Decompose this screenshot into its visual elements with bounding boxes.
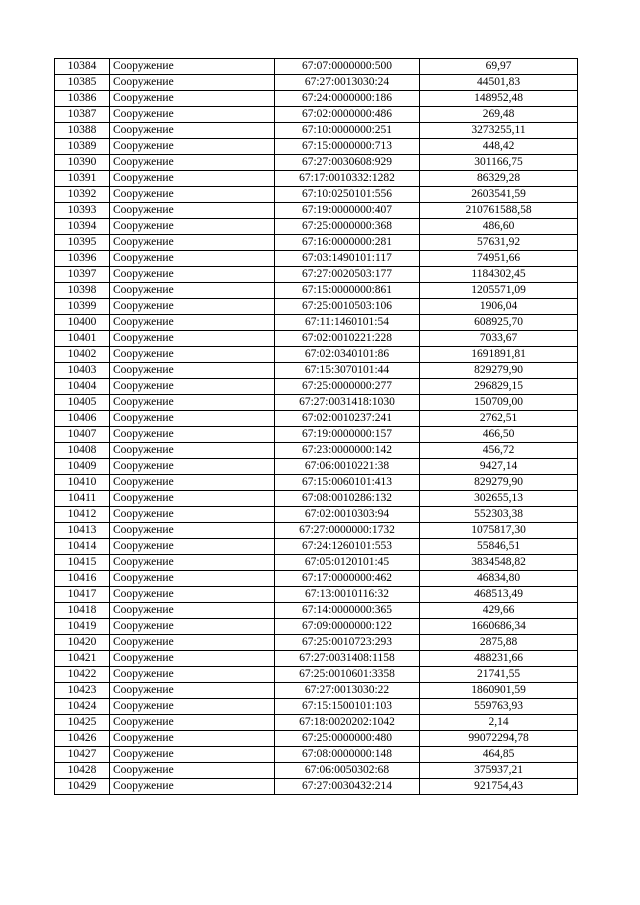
value-cell: 1205571,09 <box>420 283 578 299</box>
value-cell: 302655,13 <box>420 491 578 507</box>
row-number-cell: 10392 <box>55 187 110 203</box>
row-number-cell: 10421 <box>55 651 110 667</box>
row-number-cell: 10418 <box>55 603 110 619</box>
object-type-cell: Сооружение <box>110 107 275 123</box>
value-cell: 150709,00 <box>420 395 578 411</box>
value-cell: 99072294,78 <box>420 731 578 747</box>
row-number-cell: 10407 <box>55 427 110 443</box>
value-cell: 1075817,30 <box>420 523 578 539</box>
cadastral-number-cell: 67:13:0010116:32 <box>275 587 420 603</box>
table-row <box>55 603 578 619</box>
row-number-cell: 10390 <box>55 155 110 171</box>
table-row <box>55 235 578 251</box>
cadastral-number-cell: 67:27:0030608:929 <box>275 155 420 171</box>
row-number-cell: 10417 <box>55 587 110 603</box>
object-type-cell: Сооружение <box>110 75 275 91</box>
object-type-cell: Сооружение <box>110 651 275 667</box>
table-row <box>55 587 578 603</box>
table-row <box>55 459 578 475</box>
table-row <box>55 363 578 379</box>
cadastral-number-cell: 67:15:0060101:413 <box>275 475 420 491</box>
row-number-cell: 10424 <box>55 699 110 715</box>
object-type-cell: Сооружение <box>110 779 275 795</box>
value-cell: 429,66 <box>420 603 578 619</box>
cadastral-number-cell: 67:19:0000000:157 <box>275 427 420 443</box>
value-cell: 921754,43 <box>420 779 578 795</box>
object-type-cell: Сооружение <box>110 411 275 427</box>
row-number-cell: 10403 <box>55 363 110 379</box>
cadastral-number-cell: 67:02:0010221:228 <box>275 331 420 347</box>
value-cell: 1660686,34 <box>420 619 578 635</box>
table-row <box>55 635 578 651</box>
cadastral-number-cell: 67:09:0000000:122 <box>275 619 420 635</box>
value-cell: 1184302,45 <box>420 267 578 283</box>
table-row <box>55 475 578 491</box>
value-cell: 608925,70 <box>420 315 578 331</box>
value-cell: 488231,66 <box>420 651 578 667</box>
row-number-cell: 10400 <box>55 315 110 331</box>
table-row <box>55 523 578 539</box>
value-cell: 44501,83 <box>420 75 578 91</box>
cadastral-number-cell: 67:06:0050302:68 <box>275 763 420 779</box>
table-row <box>55 555 578 571</box>
row-number-cell: 10406 <box>55 411 110 427</box>
row-number-cell: 10402 <box>55 347 110 363</box>
table-row <box>55 731 578 747</box>
object-type-cell: Сооружение <box>110 443 275 459</box>
cadastral-number-cell: 67:07:0000000:500 <box>275 59 420 75</box>
object-type-cell: Сооружение <box>110 539 275 555</box>
row-number-cell: 10404 <box>55 379 110 395</box>
row-number-cell: 10422 <box>55 667 110 683</box>
table-row <box>55 299 578 315</box>
cadastral-number-cell: 67:05:0120101:45 <box>275 555 420 571</box>
object-type-cell: Сооружение <box>110 91 275 107</box>
row-number-cell: 10394 <box>55 219 110 235</box>
row-number-cell: 10419 <box>55 619 110 635</box>
cadastral-number-cell: 67:27:0030432:214 <box>275 779 420 795</box>
object-type-cell: Сооружение <box>110 331 275 347</box>
cadastral-number-cell: 67:10:0000000:251 <box>275 123 420 139</box>
object-type-cell: Сооружение <box>110 363 275 379</box>
row-number-cell: 10426 <box>55 731 110 747</box>
row-number-cell: 10425 <box>55 715 110 731</box>
cadastral-number-cell: 67:15:0000000:713 <box>275 139 420 155</box>
object-type-cell: Сооружение <box>110 315 275 331</box>
table-row <box>55 347 578 363</box>
table-row <box>55 747 578 763</box>
value-cell: 148952,48 <box>420 91 578 107</box>
cadastral-number-cell: 67:25:0000000:368 <box>275 219 420 235</box>
object-type-cell: Сооружение <box>110 187 275 203</box>
row-number-cell: 10408 <box>55 443 110 459</box>
value-cell: 466,50 <box>420 427 578 443</box>
value-cell: 456,72 <box>420 443 578 459</box>
table-row <box>55 59 578 75</box>
table-row <box>55 763 578 779</box>
table-row <box>55 379 578 395</box>
table-row <box>55 507 578 523</box>
row-number-cell: 10401 <box>55 331 110 347</box>
cadastral-number-cell: 67:27:0013030:22 <box>275 683 420 699</box>
table-row <box>55 91 578 107</box>
object-type-cell: Сооружение <box>110 635 275 651</box>
value-cell: 2,14 <box>420 715 578 731</box>
value-cell: 2875,88 <box>420 635 578 651</box>
cadastral-number-cell: 67:10:0250101:556 <box>275 187 420 203</box>
row-number-cell: 10405 <box>55 395 110 411</box>
table-row <box>55 779 578 795</box>
value-cell: 3273255,11 <box>420 123 578 139</box>
value-cell: 464,85 <box>420 747 578 763</box>
object-type-cell: Сооружение <box>110 587 275 603</box>
object-type-cell: Сооружение <box>110 59 275 75</box>
table-row <box>55 203 578 219</box>
row-number-cell: 10395 <box>55 235 110 251</box>
object-type-cell: Сооружение <box>110 619 275 635</box>
object-type-cell: Сооружение <box>110 283 275 299</box>
object-type-cell: Сооружение <box>110 699 275 715</box>
value-cell: 269,48 <box>420 107 578 123</box>
value-cell: 3834548,82 <box>420 555 578 571</box>
table-row <box>55 171 578 187</box>
value-cell: 7033,67 <box>420 331 578 347</box>
cadastral-number-cell: 67:16:0000000:281 <box>275 235 420 251</box>
cadastral-number-cell: 67:24:0000000:186 <box>275 91 420 107</box>
object-type-cell: Сооружение <box>110 123 275 139</box>
table-row <box>55 219 578 235</box>
cadastral-number-cell: 67:02:0000000:486 <box>275 107 420 123</box>
cadastral-number-cell: 67:27:0000000:1732 <box>275 523 420 539</box>
cadastral-number-cell: 67:27:0031408:1158 <box>275 651 420 667</box>
row-number-cell: 10396 <box>55 251 110 267</box>
object-type-cell: Сооружение <box>110 347 275 363</box>
table-row <box>55 411 578 427</box>
row-number-cell: 10411 <box>55 491 110 507</box>
row-number-cell: 10427 <box>55 747 110 763</box>
cadastral-number-cell: 67:15:0000000:861 <box>275 283 420 299</box>
table-row <box>55 107 578 123</box>
value-cell: 74951,66 <box>420 251 578 267</box>
object-type-cell: Сооружение <box>110 603 275 619</box>
cadastral-number-cell: 67:27:0013030:24 <box>275 75 420 91</box>
cadastral-number-cell: 67:11:1460101:54 <box>275 315 420 331</box>
value-cell: 375937,21 <box>420 763 578 779</box>
value-cell: 448,42 <box>420 139 578 155</box>
table-row <box>55 683 578 699</box>
table-row <box>55 619 578 635</box>
row-number-cell: 10413 <box>55 523 110 539</box>
row-number-cell: 10428 <box>55 763 110 779</box>
object-type-cell: Сооружение <box>110 667 275 683</box>
cadastral-number-cell: 67:14:0000000:365 <box>275 603 420 619</box>
value-cell: 86329,28 <box>420 171 578 187</box>
cadastral-number-cell: 67:06:0010221:38 <box>275 459 420 475</box>
row-number-cell: 10412 <box>55 507 110 523</box>
row-number-cell: 10389 <box>55 139 110 155</box>
value-cell: 829279,90 <box>420 475 578 491</box>
row-number-cell: 10388 <box>55 123 110 139</box>
cadastral-number-cell: 67:25:0010723:293 <box>275 635 420 651</box>
cadastral-number-cell: 67:19:0000000:407 <box>275 203 420 219</box>
object-type-cell: Сооружение <box>110 299 275 315</box>
table-row <box>55 539 578 555</box>
object-type-cell: Сооружение <box>110 459 275 475</box>
cadastral-number-cell: 67:03:1490101:117 <box>275 251 420 267</box>
object-type-cell: Сооружение <box>110 203 275 219</box>
object-type-cell: Сооружение <box>110 571 275 587</box>
row-number-cell: 10393 <box>55 203 110 219</box>
object-type-cell: Сооружение <box>110 475 275 491</box>
cadastral-number-cell: 67:08:0000000:148 <box>275 747 420 763</box>
row-number-cell: 10391 <box>55 171 110 187</box>
table-row <box>55 139 578 155</box>
object-type-cell: Сооружение <box>110 763 275 779</box>
value-cell: 301166,75 <box>420 155 578 171</box>
value-cell: 486,60 <box>420 219 578 235</box>
table-row <box>55 251 578 267</box>
value-cell: 2762,51 <box>420 411 578 427</box>
table-row <box>55 283 578 299</box>
object-type-cell: Сооружение <box>110 155 275 171</box>
registry-table-body <box>55 59 578 795</box>
table-row <box>55 75 578 91</box>
table-row <box>55 491 578 507</box>
value-cell: 552303,38 <box>420 507 578 523</box>
value-cell: 57631,92 <box>420 235 578 251</box>
value-cell: 829279,90 <box>420 363 578 379</box>
value-cell: 46834,80 <box>420 571 578 587</box>
cadastral-number-cell: 67:08:0010286:132 <box>275 491 420 507</box>
row-number-cell: 10420 <box>55 635 110 651</box>
row-number-cell: 10387 <box>55 107 110 123</box>
table-row <box>55 715 578 731</box>
object-type-cell: Сооружение <box>110 219 275 235</box>
table-row <box>55 667 578 683</box>
row-number-cell: 10416 <box>55 571 110 587</box>
table-row <box>55 699 578 715</box>
value-cell: 468513,49 <box>420 587 578 603</box>
table-row <box>55 427 578 443</box>
table-row <box>55 267 578 283</box>
value-cell: 1860901,59 <box>420 683 578 699</box>
table-row <box>55 651 578 667</box>
value-cell: 55846,51 <box>420 539 578 555</box>
cadastral-number-cell: 67:27:0020503:177 <box>275 267 420 283</box>
cadastral-number-cell: 67:15:3070101:44 <box>275 363 420 379</box>
table-row <box>55 443 578 459</box>
row-number-cell: 10429 <box>55 779 110 795</box>
object-type-cell: Сооружение <box>110 731 275 747</box>
row-number-cell: 10409 <box>55 459 110 475</box>
value-cell: 9427,14 <box>420 459 578 475</box>
object-type-cell: Сооружение <box>110 139 275 155</box>
cadastral-number-cell: 67:18:0020202:1042 <box>275 715 420 731</box>
object-type-cell: Сооружение <box>110 379 275 395</box>
object-type-cell: Сооружение <box>110 427 275 443</box>
value-cell: 559763,93 <box>420 699 578 715</box>
object-type-cell: Сооружение <box>110 523 275 539</box>
object-type-cell: Сооружение <box>110 395 275 411</box>
cadastral-number-cell: 67:15:1500101:103 <box>275 699 420 715</box>
value-cell: 1906,04 <box>420 299 578 315</box>
row-number-cell: 10386 <box>55 91 110 107</box>
cadastral-number-cell: 67:25:0000000:480 <box>275 731 420 747</box>
object-type-cell: Сооружение <box>110 251 275 267</box>
table-row <box>55 315 578 331</box>
row-number-cell: 10398 <box>55 283 110 299</box>
value-cell: 2603541,59 <box>420 187 578 203</box>
object-type-cell: Сооружение <box>110 747 275 763</box>
cadastral-number-cell: 67:25:0000000:277 <box>275 379 420 395</box>
row-number-cell: 10397 <box>55 267 110 283</box>
object-type-cell: Сооружение <box>110 683 275 699</box>
cadastral-number-cell: 67:23:0000000:142 <box>275 443 420 459</box>
row-number-cell: 10384 <box>55 59 110 75</box>
row-number-cell: 10414 <box>55 539 110 555</box>
value-cell: 296829,15 <box>420 379 578 395</box>
cadastral-number-cell: 67:02:0010303:94 <box>275 507 420 523</box>
table-row <box>55 395 578 411</box>
table-row <box>55 123 578 139</box>
value-cell: 21741,55 <box>420 667 578 683</box>
row-number-cell: 10399 <box>55 299 110 315</box>
value-cell: 69,97 <box>420 59 578 75</box>
object-type-cell: Сооружение <box>110 715 275 731</box>
row-number-cell: 10423 <box>55 683 110 699</box>
row-number-cell: 10410 <box>55 475 110 491</box>
table-row <box>55 571 578 587</box>
row-number-cell: 10415 <box>55 555 110 571</box>
table-row <box>55 187 578 203</box>
object-type-cell: Сооружение <box>110 507 275 523</box>
registry-table <box>54 58 578 795</box>
object-type-cell: Сооружение <box>110 555 275 571</box>
cadastral-number-cell: 67:02:0340101:86 <box>275 347 420 363</box>
table-row <box>55 331 578 347</box>
value-cell: 210761588,58 <box>420 203 578 219</box>
object-type-cell: Сооружение <box>110 171 275 187</box>
object-type-cell: Сооружение <box>110 491 275 507</box>
cadastral-number-cell: 67:25:0010601:3358 <box>275 667 420 683</box>
table-row <box>55 155 578 171</box>
cadastral-number-cell: 67:25:0010503:106 <box>275 299 420 315</box>
cadastral-number-cell: 67:02:0010237:241 <box>275 411 420 427</box>
cadastral-number-cell: 67:24:1260101:553 <box>275 539 420 555</box>
cadastral-number-cell: 67:17:0000000:462 <box>275 571 420 587</box>
cadastral-number-cell: 67:17:0010332:1282 <box>275 171 420 187</box>
object-type-cell: Сооружение <box>110 235 275 251</box>
row-number-cell: 10385 <box>55 75 110 91</box>
object-type-cell: Сооружение <box>110 267 275 283</box>
value-cell: 1691891,81 <box>420 347 578 363</box>
cadastral-number-cell: 67:27:0031418:1030 <box>275 395 420 411</box>
